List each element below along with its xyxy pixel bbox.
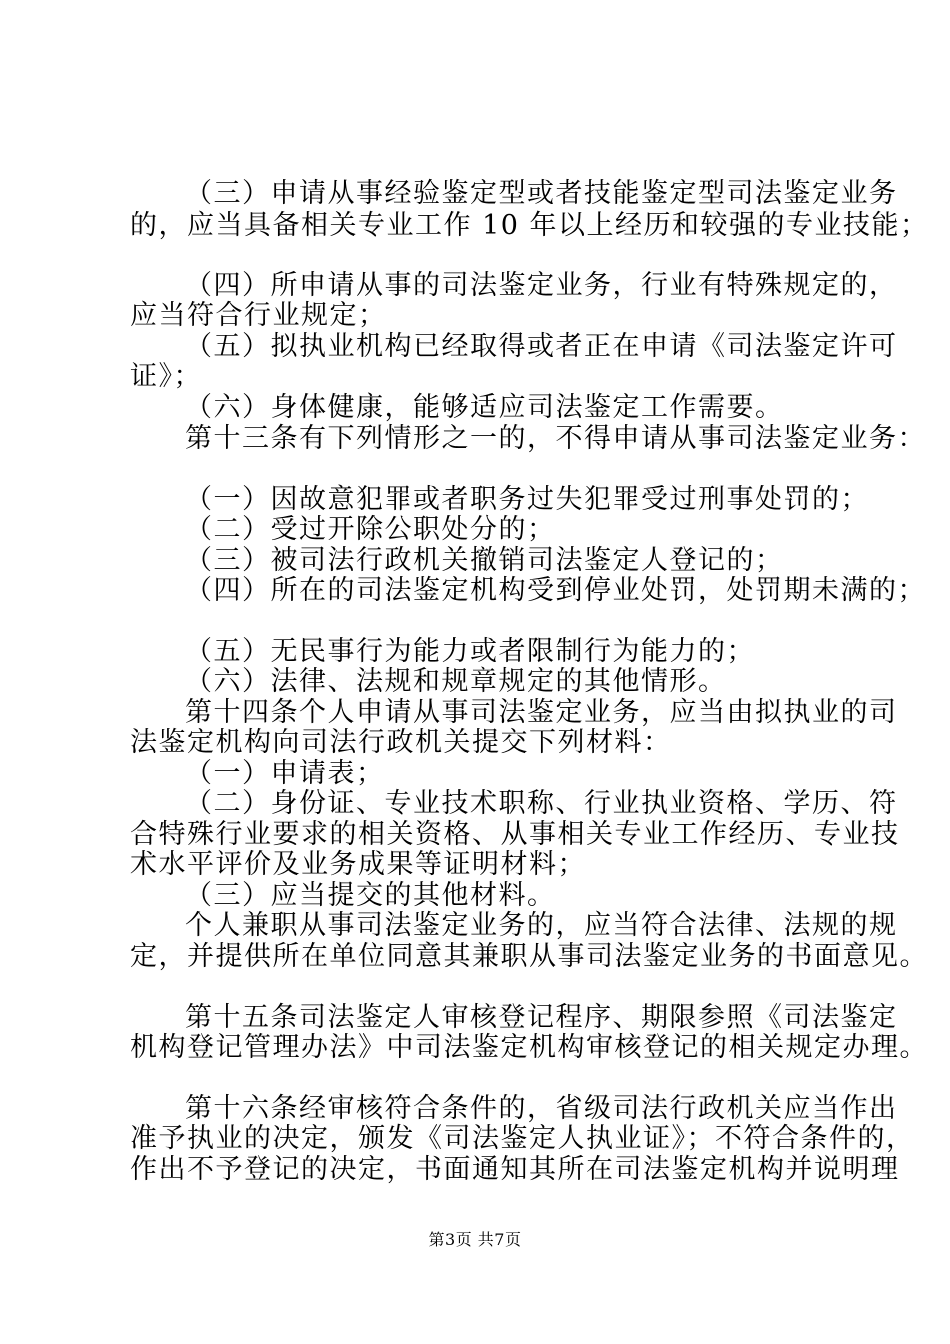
text-line: 作出不予登记的决定，书面通知其所在司法鉴定机构并说明理 — [130, 1154, 900, 1185]
text-line: 术水平评价及业务成果等证明材料； — [130, 849, 586, 880]
text-line: 准予执业的决定，颁发《司法鉴定人执业证》；不符合条件的， — [130, 1123, 915, 1154]
text-line: （六）法律、法规和规章规定的其他情形。 — [185, 666, 727, 697]
text-line: 合特殊行业要求的相关资格、从事相关专业工作经历、专业技 — [130, 819, 900, 850]
page-footer: 第3页 共7页 — [428, 1230, 522, 1249]
text-line: （三）应当提交的其他材料。 — [185, 880, 556, 911]
text-line: 应当符合行业规定； — [130, 300, 387, 331]
text-line: 定，并提供所在单位同意其兼职从事司法鉴定业务的书面意见。 — [130, 941, 928, 972]
text-line: （五）拟执业机构已经取得或者正在申请《司法鉴定许可 — [185, 331, 898, 362]
text-line: 机构登记管理办法》中司法鉴定机构审核登记的相关规定办理。 — [130, 1032, 928, 1063]
text-line: 证》； — [130, 361, 202, 392]
text-line: （五）无民事行为能力或者限制行为能力的； — [185, 636, 755, 667]
section-heading: 第十五条司法鉴定人审核登记程序、期限参照《司法鉴定 — [185, 1002, 898, 1033]
text-line: （四）所申请从事的司法鉴定业务，行业有特殊规定的， — [185, 270, 898, 301]
text-line: （六）身体健康，能够适应司法鉴定工作需要。 — [185, 392, 784, 423]
section-heading: 第十六条经审核符合条件的，省级司法行政机关应当作出 — [185, 1093, 898, 1124]
text-line: （一）申请表； — [185, 758, 385, 789]
text-line: 法鉴定机构向司法行政机关提交下列材料： — [130, 727, 672, 758]
section-heading: 第十四条个人申请从事司法鉴定业务，应当由拟执业的司 — [185, 697, 898, 728]
text-line: （三）申请从事经验鉴定型或者技能鉴定型司法鉴定业务 — [185, 178, 898, 209]
text-line: （三）被司法行政机关撤销司法鉴定人登记的； — [185, 545, 784, 576]
text-line: 个人兼职从事司法鉴定业务的，应当符合法律、法规的规 — [185, 910, 898, 941]
text-line: （二）身份证、专业技术职称、行业执业资格、学历、符 — [185, 788, 898, 819]
text-line: 的，应当具备相关专业工作 10 年以上经历和较强的专业技能； — [130, 210, 929, 241]
text-line: （四）所在的司法鉴定机构受到停业处罚，处罚期未满的； — [185, 575, 926, 606]
section-heading: 第十三条有下列情形之一的，不得申请从事司法鉴定业务： — [185, 423, 926, 454]
text-line: （一）因故意犯罪或者职务过失犯罪受过刑事处罚的； — [185, 484, 869, 515]
text-line: （二）受过开除公职处分的； — [185, 514, 556, 545]
